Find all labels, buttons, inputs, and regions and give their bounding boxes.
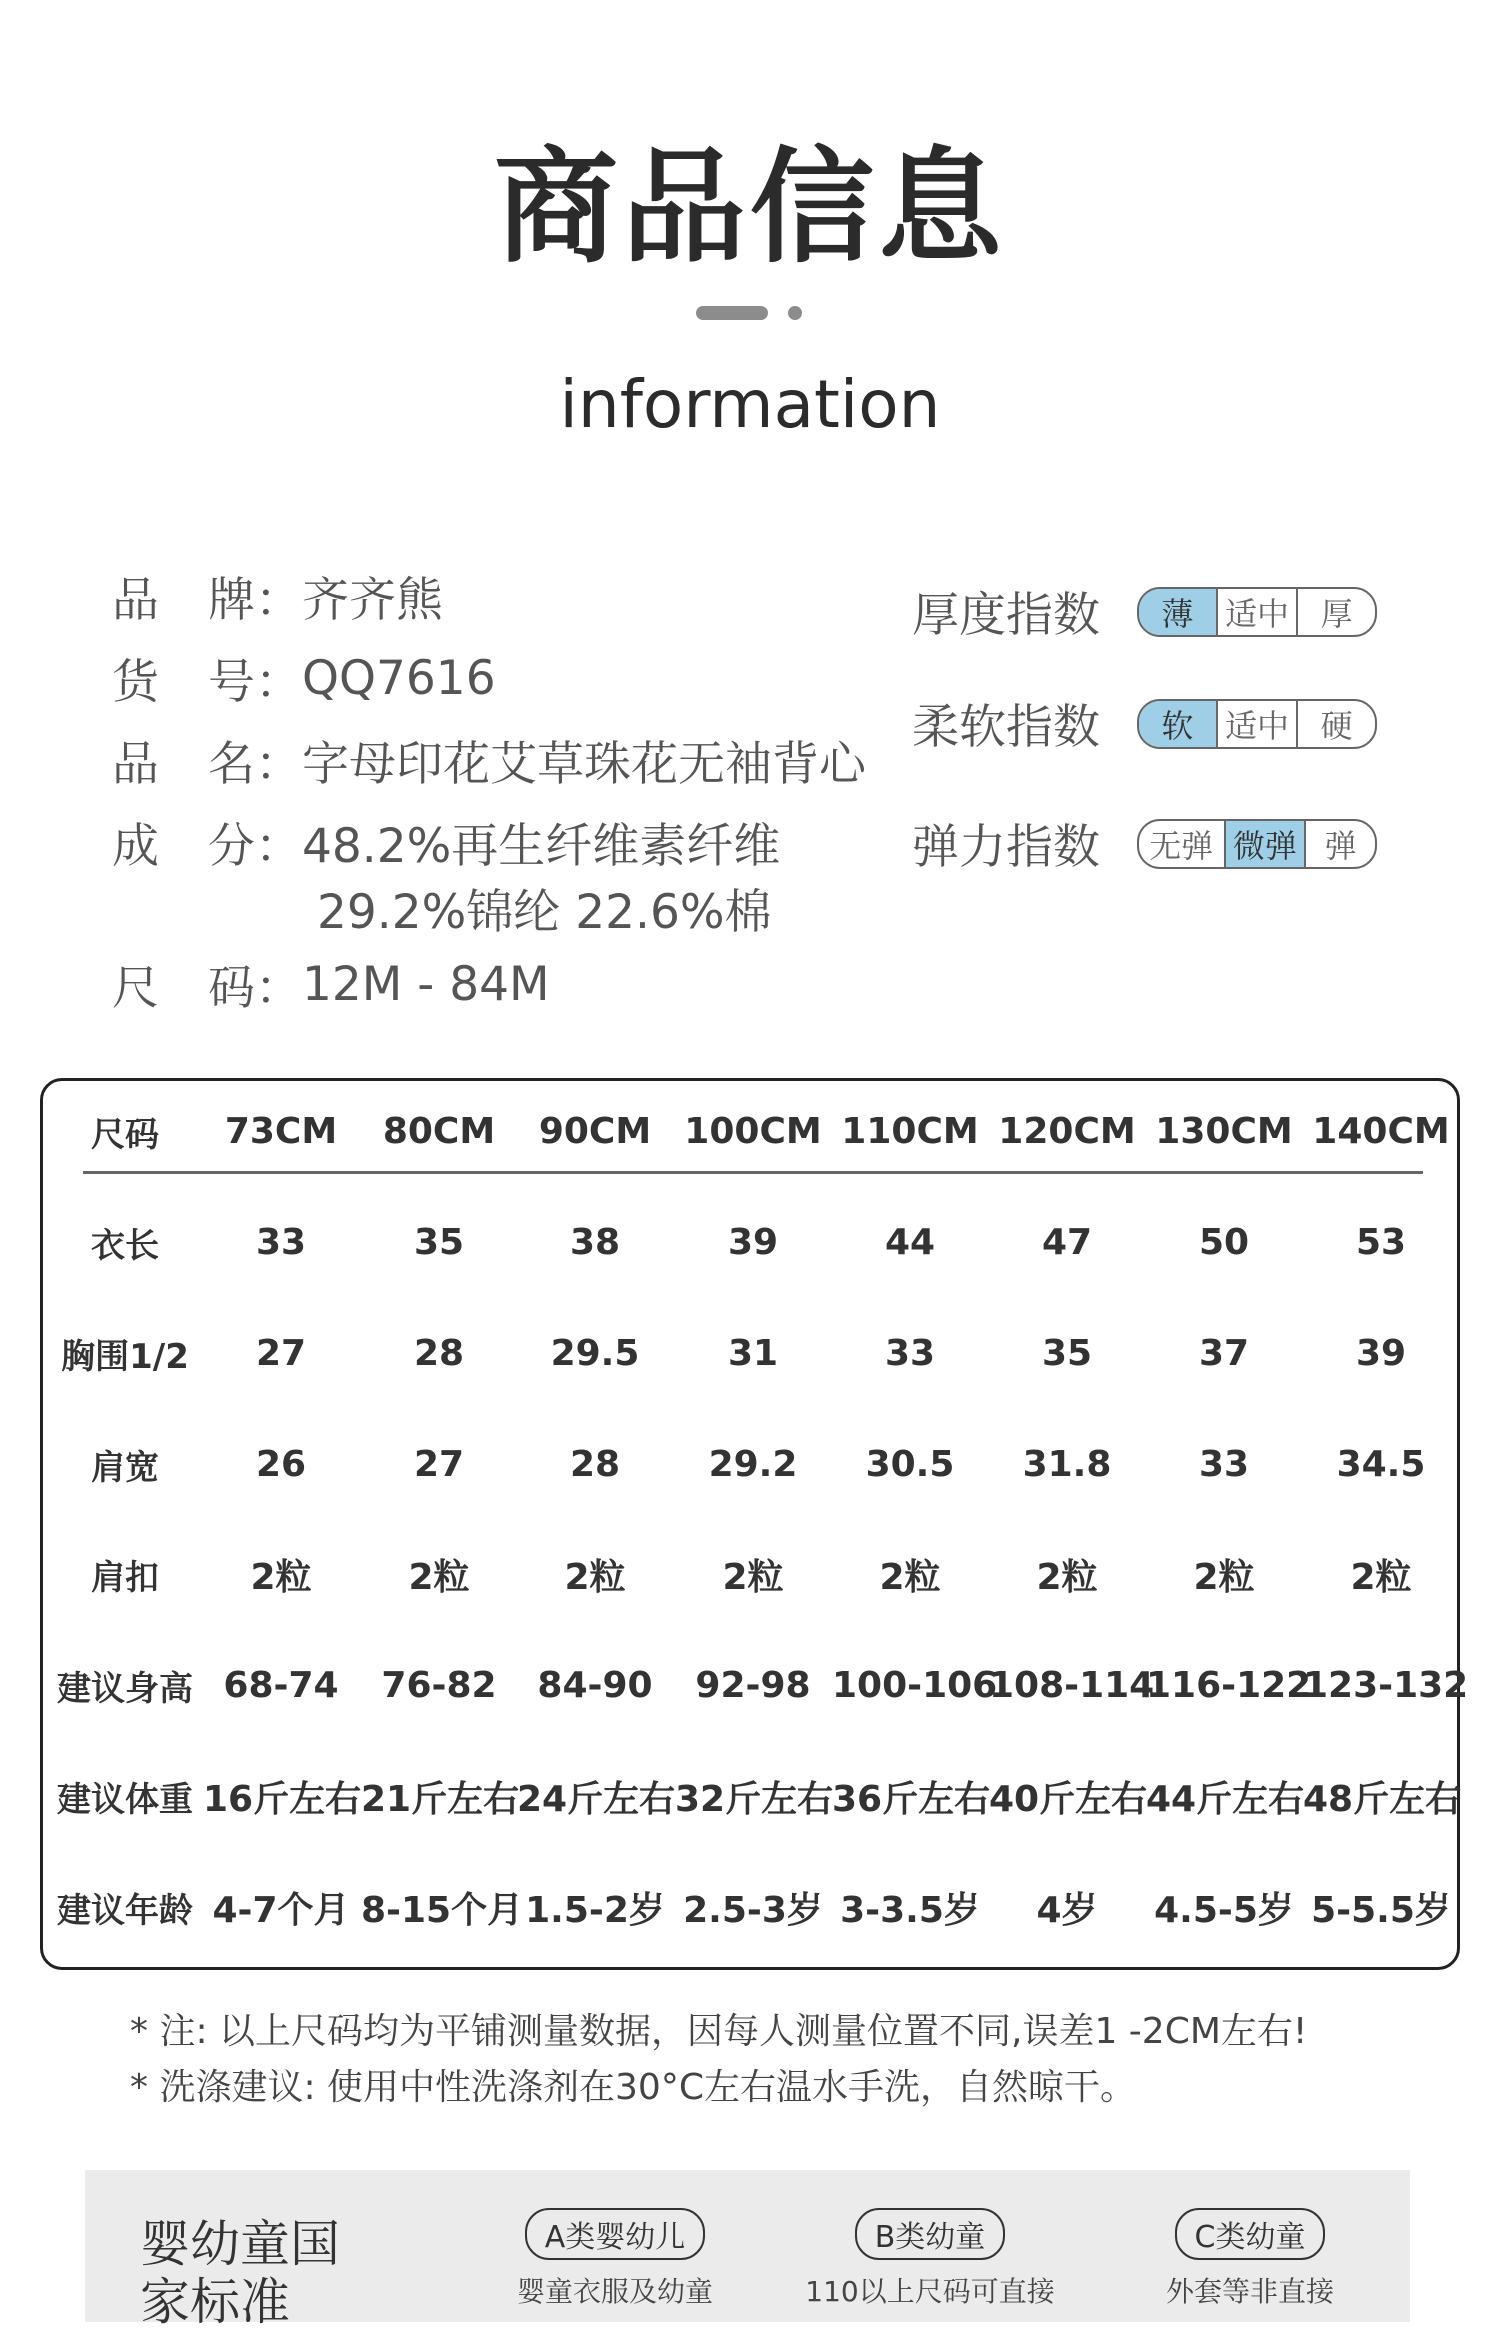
table-cell: 4.5-5岁 (1154, 1889, 1294, 1931)
scale-option: 弹 (1324, 826, 1357, 865)
category-tag: B类幼童 (855, 2208, 1006, 2260)
info-label: 品 牌： (112, 572, 302, 628)
page-title: 商品信息 (493, 136, 1006, 280)
size-col-header: 90CM (538, 1110, 652, 1152)
category-desc: 110以上尺码可直接 (805, 2275, 1055, 2308)
note-measurement: * 注: 以上尺码均为平铺测量数据，因每人测量位置不同,误差1 -2CM左右! (130, 2011, 1308, 2052)
info-label: 成 分： (112, 818, 302, 874)
table-cell: 108-114 (989, 1664, 1155, 1706)
size-col-header: 80CM (382, 1110, 496, 1152)
table-cell: 33 (255, 1221, 307, 1263)
table-cell: 47 (1041, 1221, 1093, 1263)
elasticity-scale (1137, 819, 1377, 869)
info-value-brand: 齐齐熊 (302, 572, 443, 628)
thickness-index (912, 578, 1377, 645)
table-cell: 2.5-3岁 (683, 1889, 823, 1931)
category-tag: A类婴幼儿 (525, 2208, 706, 2260)
table-cell: 48斤左右 (1303, 1778, 1462, 1820)
index-name: 弹力指数 (912, 820, 1100, 875)
table-cell: 31 (727, 1332, 779, 1374)
table-cell: 29.5 (550, 1332, 640, 1374)
size-col-header: 120CM (998, 1110, 1136, 1152)
table-cell: 37 (1198, 1332, 1250, 1374)
info-row-size (112, 943, 866, 1025)
category-desc: 婴童衣服及幼童 (516, 2275, 713, 2308)
row-label: 肩宽 (91, 1447, 159, 1488)
table-cell: 31.8 (1022, 1443, 1112, 1485)
info-value-size: 12M - 84M (302, 956, 550, 1012)
info-value-material: 48.2%再生纤维素纤维 (302, 818, 781, 874)
table-row (43, 1877, 1457, 1937)
table-cell: 2粒 (879, 1556, 941, 1598)
divider-dot (788, 306, 802, 320)
table-cell: 28 (413, 1332, 465, 1374)
category-tag: C类幼童 (1175, 2208, 1326, 2260)
table-cell: 32斤左右 (675, 1778, 834, 1820)
page-subtitle: information (559, 366, 941, 443)
row-label: 肩扣 (91, 1557, 159, 1598)
table-cell: 36斤左右 (832, 1778, 991, 1820)
size-col-header: 130CM (1155, 1110, 1293, 1152)
table-cell: 2粒 (1350, 1556, 1412, 1598)
notes (130, 2003, 1307, 2115)
thickness-scale (1137, 587, 1377, 637)
row-label: 建议体重 (57, 1779, 193, 1820)
info-row-sku (112, 637, 866, 719)
table-cell: 27 (255, 1332, 307, 1374)
table-cell: 2粒 (722, 1556, 784, 1598)
scale-option: 无弹 (1139, 821, 1226, 867)
softness-index (912, 690, 1377, 757)
info-row-material-cont (112, 873, 866, 943)
table-cell: 53 (1355, 1221, 1407, 1263)
table-cell: 1.5-2岁 (525, 1889, 665, 1931)
info-row-brand (112, 555, 866, 637)
table-cell: 35 (1041, 1332, 1093, 1374)
standard-category-c (1105, 2208, 1395, 2310)
category-desc: 外套等非直接 (1165, 2275, 1334, 2308)
table-cell: 39 (727, 1221, 779, 1263)
table-cell: 30.5 (865, 1443, 955, 1485)
table-cell: 33 (1198, 1443, 1250, 1485)
divider-bar (696, 306, 768, 320)
size-col-header: 110CM (841, 1110, 979, 1152)
table-cell: 4岁 (1036, 1889, 1098, 1931)
elasticity-index (912, 810, 1377, 877)
table-cell: 27 (413, 1443, 465, 1485)
table-cell: 26 (255, 1443, 307, 1485)
table-cell: 50 (1198, 1221, 1250, 1263)
table-cell: 2粒 (1193, 1556, 1255, 1598)
table-cell: 116-122 (1146, 1664, 1312, 1706)
table-cell: 39 (1355, 1332, 1407, 1374)
table-cell: 123-132 (1303, 1664, 1469, 1706)
table-cell: 33 (884, 1332, 936, 1374)
table-cell: 68-74 (223, 1664, 339, 1706)
table-cell: 92-98 (695, 1664, 811, 1706)
table-cell: 2粒 (408, 1556, 470, 1598)
national-standard-panel (85, 2170, 1410, 2331)
table-cell: 2粒 (1036, 1556, 1098, 1598)
info-row-name (112, 719, 866, 801)
row-label: 胸围1/2 (61, 1336, 189, 1377)
table-cell: 35 (413, 1221, 465, 1263)
size-col-header: 100CM (684, 1110, 822, 1152)
table-row (43, 1655, 1469, 1715)
table-cell: 44 (884, 1221, 936, 1263)
standard-category-b (785, 2208, 1075, 2310)
info-label: 尺 码： (112, 960, 302, 1016)
table-cell: 100-106 (832, 1664, 998, 1706)
table-row (43, 1766, 1462, 1826)
scale-option: 微弹 (1226, 821, 1307, 867)
table-cell: 84-90 (537, 1664, 653, 1706)
standard-heading: 婴幼童国家标准 (140, 2215, 340, 2331)
scale-option: 适中 (1218, 701, 1299, 747)
table-row (43, 1323, 1457, 1383)
info-label: 货 号： (112, 654, 302, 710)
size-header-label: 尺码 (91, 1114, 159, 1155)
table-cell: 76-82 (381, 1664, 497, 1706)
table-cell: 8-15个月 (361, 1889, 524, 1931)
size-col-header: 73CM (224, 1110, 338, 1152)
scale-option: 薄 (1139, 589, 1218, 635)
table-cell: 5-5.5岁 (1311, 1889, 1451, 1931)
table-cell: 29.2 (708, 1443, 798, 1485)
table-row (43, 1544, 1457, 1604)
note-washing: * 洗涤建议: 使用中性洗涤剂在30°C左右温水手洗，自然晾干。 (130, 2067, 1136, 2108)
standard-category-a (470, 2208, 760, 2310)
size-table-header (43, 1101, 1457, 1161)
info-value-sku: QQ7616 (302, 650, 496, 706)
product-info (112, 555, 866, 1025)
header-divider (83, 1171, 1423, 1174)
table-cell: 21斤左右 (361, 1778, 520, 1820)
table-cell: 28 (569, 1443, 621, 1485)
table-row (43, 1212, 1457, 1272)
size-table (40, 1078, 1469, 1970)
index-name: 柔软指数 (912, 700, 1100, 755)
table-cell: 2粒 (564, 1556, 626, 1598)
table-cell: 34.5 (1336, 1443, 1426, 1485)
table-cell: 38 (569, 1221, 621, 1263)
table-cell: 44斤左右 (1146, 1778, 1305, 1820)
table-cell: 4-7个月 (212, 1889, 350, 1931)
softness-scale (1137, 699, 1377, 749)
table-row (43, 1434, 1457, 1494)
scale-option: 硬 (1320, 706, 1353, 745)
info-row-material (112, 801, 866, 883)
row-label: 衣长 (91, 1225, 159, 1266)
row-label: 建议身高 (57, 1668, 193, 1709)
info-label: 品 名： (112, 736, 302, 792)
table-cell: 16斤左右 (203, 1778, 362, 1820)
scale-option: 厚 (1320, 594, 1353, 633)
row-label: 建议年龄 (57, 1890, 193, 1931)
table-cell: 2粒 (250, 1556, 312, 1598)
index-name: 厚度指数 (912, 588, 1100, 643)
scale-option: 适中 (1218, 589, 1299, 635)
info-value-material-2: 29.2%锦纶 22.6%棉 (317, 884, 772, 940)
size-col-header: 140CM (1312, 1110, 1450, 1152)
table-cell: 40斤左右 (989, 1778, 1148, 1820)
info-value-name: 字母印花艾草珠花无袖背心 (302, 736, 866, 792)
table-cell: 24斤左右 (517, 1778, 676, 1820)
table-cell: 3-3.5岁 (840, 1889, 980, 1931)
scale-option: 软 (1139, 701, 1218, 747)
